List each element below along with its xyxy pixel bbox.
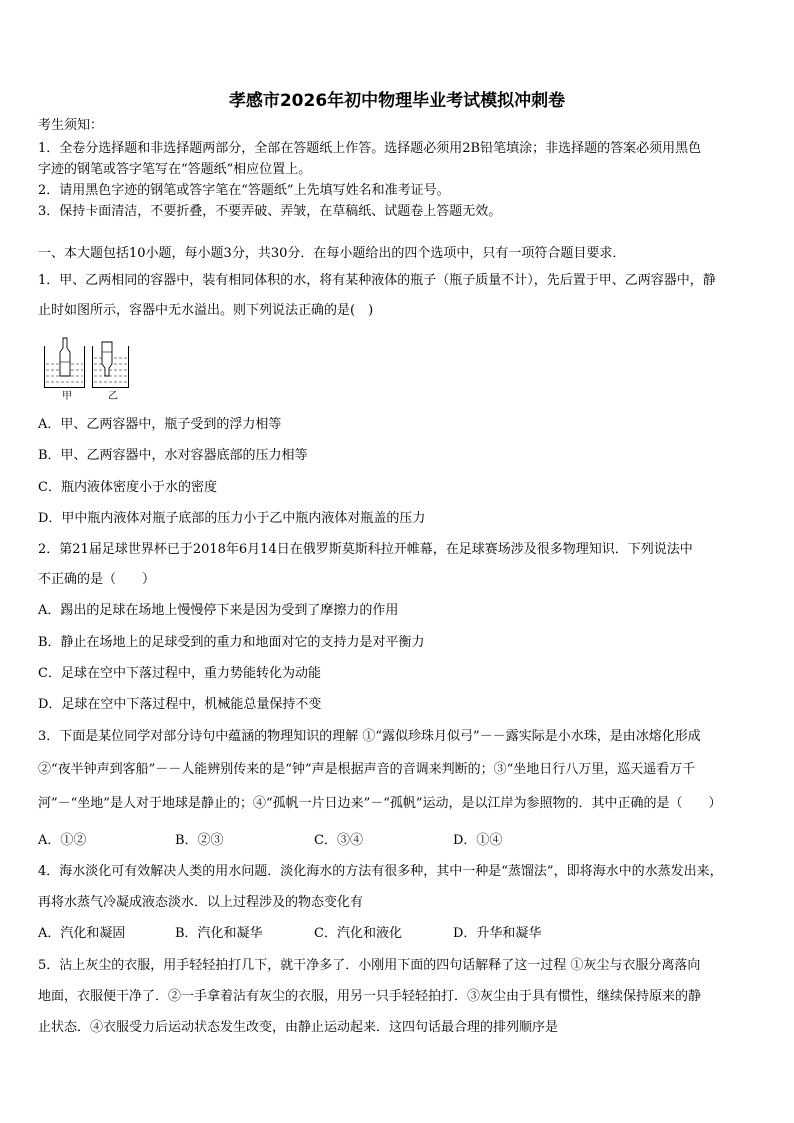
notice-line: 2．请用黑色字迹的钢笔或答字笔在“答题纸”上先填写姓名和准考证号。 bbox=[38, 183, 450, 198]
question-1-option-d: D．甲中瓶内液体对瓶子底部的压力小于乙中瓶内液体对瓶盖的压力 bbox=[38, 511, 426, 526]
question-3-stem: 河”－“坐地”是人对于地球是静止的；④“孤帆一片日边来”－“孤帆”运动，是以江岸为参照物的．其中正确的是（ ） bbox=[38, 796, 722, 811]
exam-title: 孝感市2026年初中物理毕业考试模拟冲刺卷 bbox=[228, 91, 566, 111]
question-1-option-b: B．甲、乙两容器中，水对容器底部的压力相等 bbox=[38, 448, 308, 463]
figure-label-jia: 甲 bbox=[62, 391, 72, 402]
question-4-stem: 4．海水淡化可有效解决人类的用水问题．淡化海水的方法有很多种，其中一种是“蒸馏法”，即将海水中的水蒸发出来， bbox=[38, 864, 723, 879]
question-5-stem: 地面，衣服便干净了．②一手拿着沾有灰尘的衣服，用另一只手轻轻拍打．③灰尘由于具有惯性，继续保持原来的静 bbox=[38, 989, 702, 1004]
question-2-option-a: A．踢出的足球在场地上慢慢停下来是因为受到了摩擦力的作用 bbox=[38, 603, 399, 618]
question-5-stem: 止状态．④衣服受力后运动状态发生改变，由静止运动起来．这四句话最合理的排列顺序是 bbox=[38, 1020, 559, 1035]
question-1-stem: 止时如图所示，容器中无水溢出。则下列说法正确的是( ) bbox=[38, 303, 374, 318]
question-2-option-c: C．足球在空中下落过程中，重力势能转化为动能 bbox=[38, 666, 321, 681]
question-1-option-a: A．甲、乙两容器中，瓶子受到的浮力相等 bbox=[38, 417, 282, 432]
question-2-stem: 2．第21届足球世界杯已于2018年6月14日在俄罗斯莫斯科拉开帷幕，在足球赛场涉及很多物理知识．下列说法中 bbox=[38, 542, 693, 557]
question-4-option-a: A．汽化和凝固 bbox=[38, 926, 126, 941]
question-4-stem: 再将水蒸气冷凝成液态淡水．以上过程涉及的物态变化有 bbox=[38, 895, 364, 910]
question-4-option-d: D．升华和凝华 bbox=[453, 926, 542, 941]
question-1-option-c: C．瓶内液体密度小于水的密度 bbox=[38, 480, 217, 495]
question-5-stem: 5．沾上灰尘的衣服，用手轻轻拍打几下，就干净多了．小刚用下面的四句话解释了这一过程 ①灰尘与衣服分离落向 bbox=[38, 958, 701, 973]
question-1-stem: 1．甲、乙两相同的容器中，装有相同体积的水，将有某种液体的瓶子（瓶子质量不计），先后置于甲、乙两容器中，静 bbox=[38, 273, 716, 288]
question-3-stem: 3．下面是某位同学对部分诗句中蕴涵的物理知识的理解 ①“露似珍珠月似弓”－－露实际是小水珠，是由冰熔化形成 bbox=[38, 729, 701, 744]
figure-label-yi: 乙 bbox=[108, 391, 118, 402]
notice-line: 1．全卷分选择题和非选择题两部分，全部在答题纸上作答。选择题必须用2B铅笔填涂；非选择题的答案必须用黑色 bbox=[38, 141, 702, 156]
question-3-stem: ②“夜半钟声到客船”－－人能辨别传来的是“钟”声是根据声音的音调来判断的；③“坐地日行八万里，巡天遥看万千 bbox=[38, 762, 696, 777]
question-3-option-c: C．③④ bbox=[314, 833, 363, 848]
question-3-option-d: D．①④ bbox=[453, 833, 503, 848]
question-2-option-d: D．足球在空中下落过程中，机械能总量保持不变 bbox=[38, 697, 322, 712]
notice-line: 3．保持卡面清洁，不要折叠，不要弄破、弄皱，在草稿纸、试题卷上答题无效。 bbox=[38, 204, 502, 219]
notice-heading: 考生须知： bbox=[38, 118, 104, 133]
question-2-option-b: B．静止在场地上的足球受到的重力和地面对它的支持力是对平衡力 bbox=[38, 635, 425, 650]
question-4-option-b: B．汽化和凝华 bbox=[175, 926, 263, 941]
question-2-stem: 不正确的是（ ） bbox=[38, 572, 156, 587]
section-heading: 一、本大题包括10小题，每小题3分，共30分．在每小题给出的四个选项中，只有一项符合题目要求． bbox=[38, 246, 626, 261]
question-4-option-c: C．汽化和液化 bbox=[314, 926, 402, 941]
question-3-option-b: B．②③ bbox=[175, 833, 224, 848]
question-3-option-a: A．①② bbox=[38, 833, 87, 848]
notice-line: 字迹的钢笔或答字笔写在“答题纸”相应位置上。 bbox=[38, 162, 312, 177]
